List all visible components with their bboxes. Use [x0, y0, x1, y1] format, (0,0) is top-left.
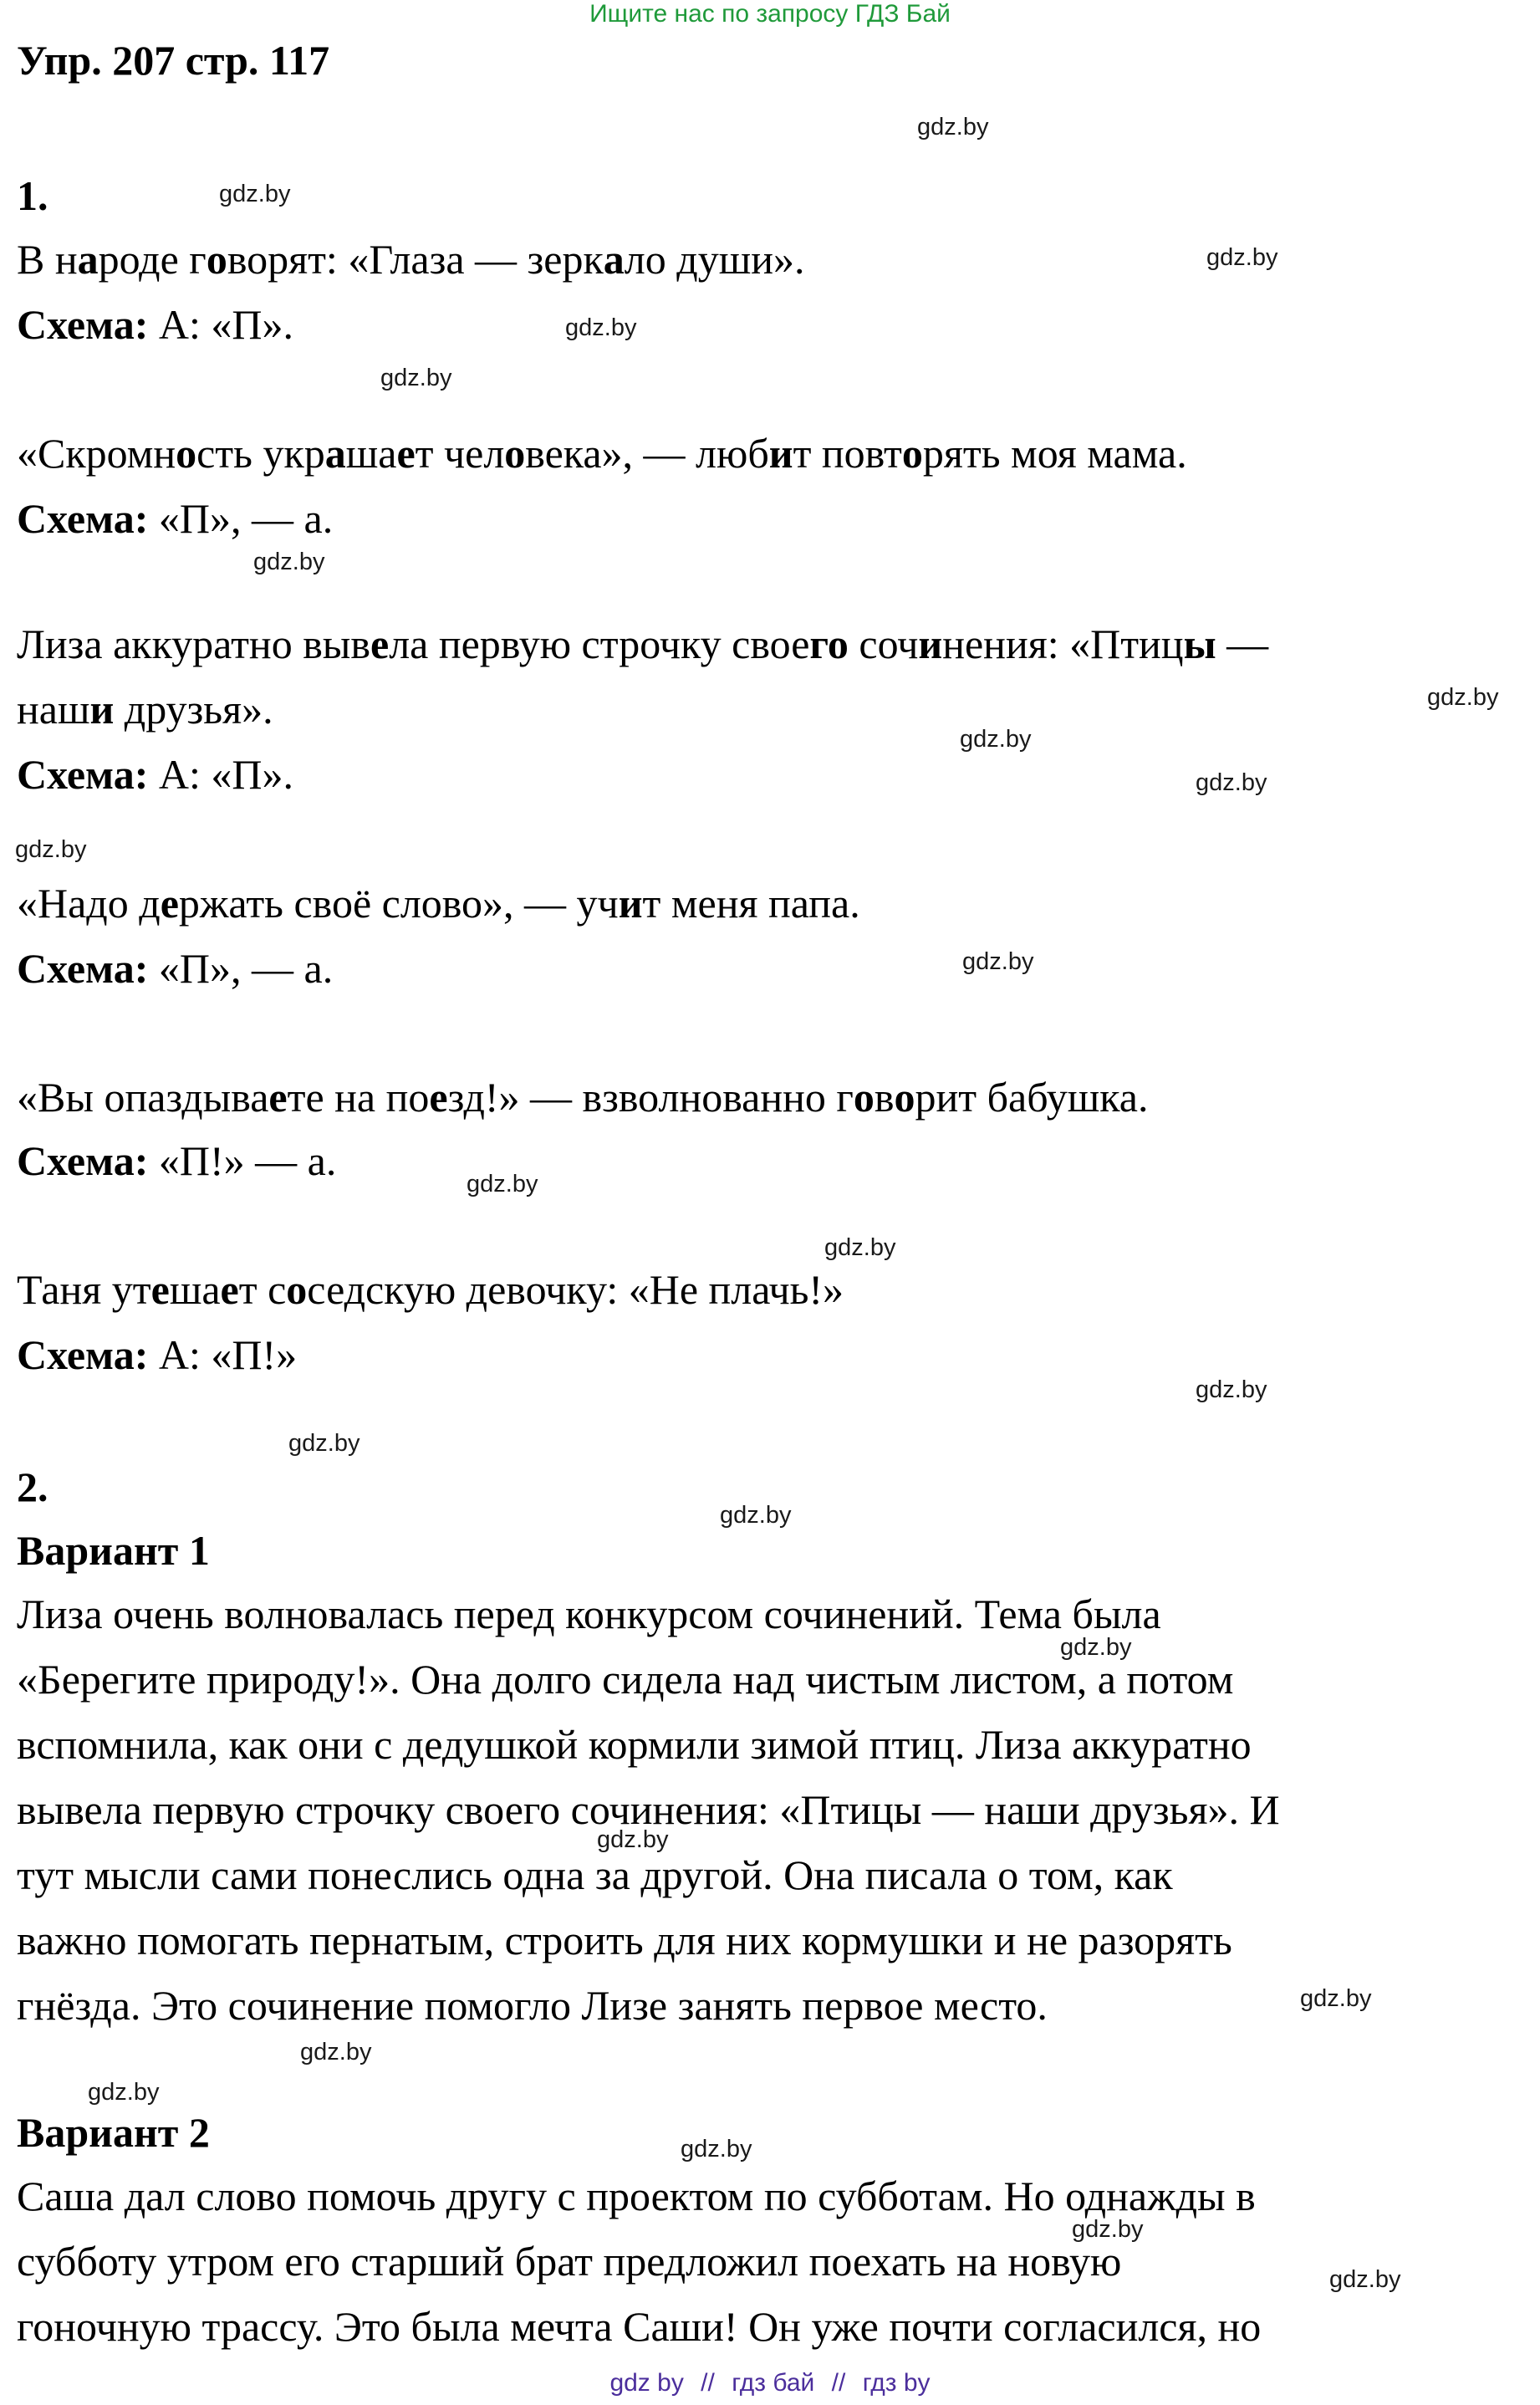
stressed-letter: е [150, 1266, 170, 1313]
sentence-1 [17, 234, 804, 284]
footer-link-gdz-by-ru[interactable]: гдз by [862, 2369, 931, 2397]
sentence-3-cont [17, 684, 273, 734]
scheme-label: Схема: [17, 1137, 149, 1184]
stressed-letter: о [894, 1074, 915, 1121]
page-title: Упр. 207 стр. 117 [17, 37, 330, 84]
watermark: gdz.by [1072, 2216, 1144, 2243]
footer-links [0, 2368, 1540, 2398]
watermark: gdz.by [1427, 684, 1499, 711]
footer-separator: // [701, 2369, 715, 2397]
stressed-letter: и [768, 430, 793, 477]
text-part: сть укр [196, 430, 325, 477]
variant-1-line: тут мысли сами понеслись одна за другой. Она писала о том, как [17, 1851, 1173, 1898]
stressed-letter: а [603, 236, 625, 283]
watermark: gdz.by [288, 1430, 360, 1457]
watermark: gdz.by [824, 1234, 896, 1261]
stressed-letter: и [918, 620, 943, 667]
watermark: gdz.by [1196, 769, 1267, 796]
variant-1-line: гнёзда. Это сочинение помогло Лизе занять первое место. [17, 1982, 1048, 2029]
stressed-letter: е [396, 430, 416, 477]
text-part: т с [238, 1266, 287, 1313]
variant-2-title: Вариант 2 [17, 2109, 210, 2156]
scheme-label: Схема: [17, 945, 149, 992]
text-part: седскую девочку: «Не плачь!» [307, 1266, 844, 1313]
scheme-5 [17, 1136, 336, 1186]
text-part: те на по [287, 1074, 430, 1121]
task-1-number: 1. [17, 172, 48, 219]
sentence-5 [17, 1072, 1149, 1122]
text-part: т меня папа. [642, 880, 860, 927]
watermark: gdz.by [380, 365, 452, 391]
watermark: gdz.by [962, 948, 1034, 975]
variant-2-line: гоночную трассу. Это была мечта Саши! Он уже почти согласился, но [17, 2303, 1262, 2350]
watermark: gdz.by [467, 1171, 538, 1197]
variant-1-title: Вариант 1 [17, 1527, 210, 1574]
scheme-2 [17, 493, 333, 544]
text-part: нения: «Птиц [942, 620, 1184, 667]
watermark: gdz.by [1196, 1376, 1267, 1403]
watermark: gdz.by [1060, 1634, 1132, 1661]
stressed-letter: и [89, 686, 115, 733]
sentence-6 [17, 1264, 844, 1315]
scheme-value: «П», — а. [148, 945, 334, 992]
variant-1-line: Лиза очень волновалась перед конкурсом сочинений. Тема была [17, 1591, 1161, 1637]
watermark: gdz.by [681, 2136, 752, 2162]
stressed-letter: е [268, 1074, 288, 1121]
top-banner: Ищите нас по запросу ГДЗ Бай [589, 0, 951, 28]
text-part: в [874, 1074, 895, 1121]
text-part: ворят: «Глаза — зерк [227, 236, 604, 283]
text-part: ржать своё слово», — уч [178, 880, 619, 927]
text-part: рять моя мама. [922, 430, 1187, 477]
text-part: — [1216, 620, 1269, 667]
stressed-letter: е [429, 1074, 448, 1121]
stressed-letter: е [220, 1266, 239, 1313]
stressed-letter: е [160, 880, 179, 927]
watermark: gdz.by [219, 181, 291, 207]
text-part: «Скромн [17, 430, 176, 477]
stressed-letter: о [901, 430, 923, 477]
text-part: В н [17, 236, 78, 283]
variant-1-line: вывела первую строчку своего сочинения: «Птицы — наши друзья». И [17, 1786, 1280, 1833]
watermark: gdz.by [253, 549, 325, 575]
scheme-value: А: «П!» [148, 1331, 298, 1378]
scheme-value: А: «П». [148, 301, 294, 348]
text-part: друзья». [114, 686, 273, 733]
footer-link-gdz-by[interactable]: gdz by [609, 2369, 684, 2397]
variant-1-line: «Берегите природу!». Она долго сидела над чистым листом, а потом [17, 1656, 1234, 1703]
scheme-value: «П», — а. [148, 495, 334, 542]
watermark: gdz.by [1300, 1985, 1372, 2012]
text-part: роде г [98, 236, 207, 283]
sentence-2 [17, 428, 1187, 478]
text-part: ша [169, 1266, 221, 1313]
stressed-letter: о [853, 1074, 875, 1121]
stressed-letter: ы [1183, 620, 1216, 667]
variant-2-line: Саша дал слово помочь другу с проектом по субботам. Но однажды в [17, 2173, 1256, 2219]
sentence-4 [17, 878, 860, 928]
text-part: «Вы опаздыва [17, 1074, 269, 1121]
footer-separator: // [831, 2369, 846, 2397]
footer-link-gdz-bai[interactable]: гдз бай [732, 2369, 815, 2397]
stressed-letter: го [809, 620, 849, 667]
scheme-label: Схема: [17, 751, 149, 798]
stressed-letter: о [176, 430, 197, 477]
sentence-3 [17, 619, 1268, 669]
variant-2-line: субботу утром его старший брат предложил поехать на новую [17, 2238, 1122, 2285]
text-part: соч [848, 620, 919, 667]
watermark: gdz.by [720, 1502, 792, 1529]
task-2-number: 2. [17, 1463, 48, 1510]
watermark: gdz.by [960, 726, 1032, 753]
text-part: «Надо д [17, 880, 161, 927]
watermark: gdz.by [88, 2079, 160, 2106]
watermark: gdz.by [15, 836, 87, 863]
watermark: gdz.by [300, 2039, 372, 2065]
text-part: Лиза аккуратно выв [17, 620, 370, 667]
text-part: зд!» — взволнованно г [447, 1074, 854, 1121]
scheme-label: Схема: [17, 301, 149, 348]
text-part: т повт [793, 430, 902, 477]
scheme-4 [17, 943, 333, 993]
stressed-letter: о [504, 430, 526, 477]
stressed-letter: е [370, 620, 390, 667]
scheme-value: «П!» — а. [148, 1137, 337, 1184]
text-part: ло души». [624, 236, 805, 283]
stressed-letter: и [618, 880, 643, 927]
scheme-label: Схема: [17, 495, 149, 542]
text-part: ша [345, 430, 397, 477]
text-part: Таня ут [17, 1266, 151, 1313]
scheme-label: Схема: [17, 1331, 149, 1378]
text-part: века», — люб [525, 430, 769, 477]
scheme-1 [17, 299, 293, 350]
text-part: рит бабушка. [915, 1074, 1149, 1121]
stressed-letter: а [77, 236, 99, 283]
scheme-value: А: «П». [148, 751, 294, 798]
stressed-letter: а [324, 430, 346, 477]
watermark: gdz.by [565, 314, 637, 341]
text-part: наш [17, 686, 90, 733]
variant-1-line: вспомнила, как они с дедушкой кормили зимой птиц. Лиза аккуратно [17, 1721, 1252, 1768]
stressed-letter: о [286, 1266, 308, 1313]
watermark: gdz.by [1206, 244, 1278, 271]
text-part: т чел [415, 430, 505, 477]
scheme-3 [17, 749, 293, 799]
text-part: ла первую строчку свое [389, 620, 810, 667]
watermark: gdz.by [917, 114, 989, 140]
stressed-letter: о [206, 236, 227, 283]
watermark: gdz.by [597, 1826, 669, 1853]
watermark: gdz.by [1329, 2266, 1401, 2293]
scheme-6 [17, 1330, 297, 1380]
variant-1-line: важно помогать пернатым, строить для них кормушки и не разорять [17, 1917, 1232, 1963]
